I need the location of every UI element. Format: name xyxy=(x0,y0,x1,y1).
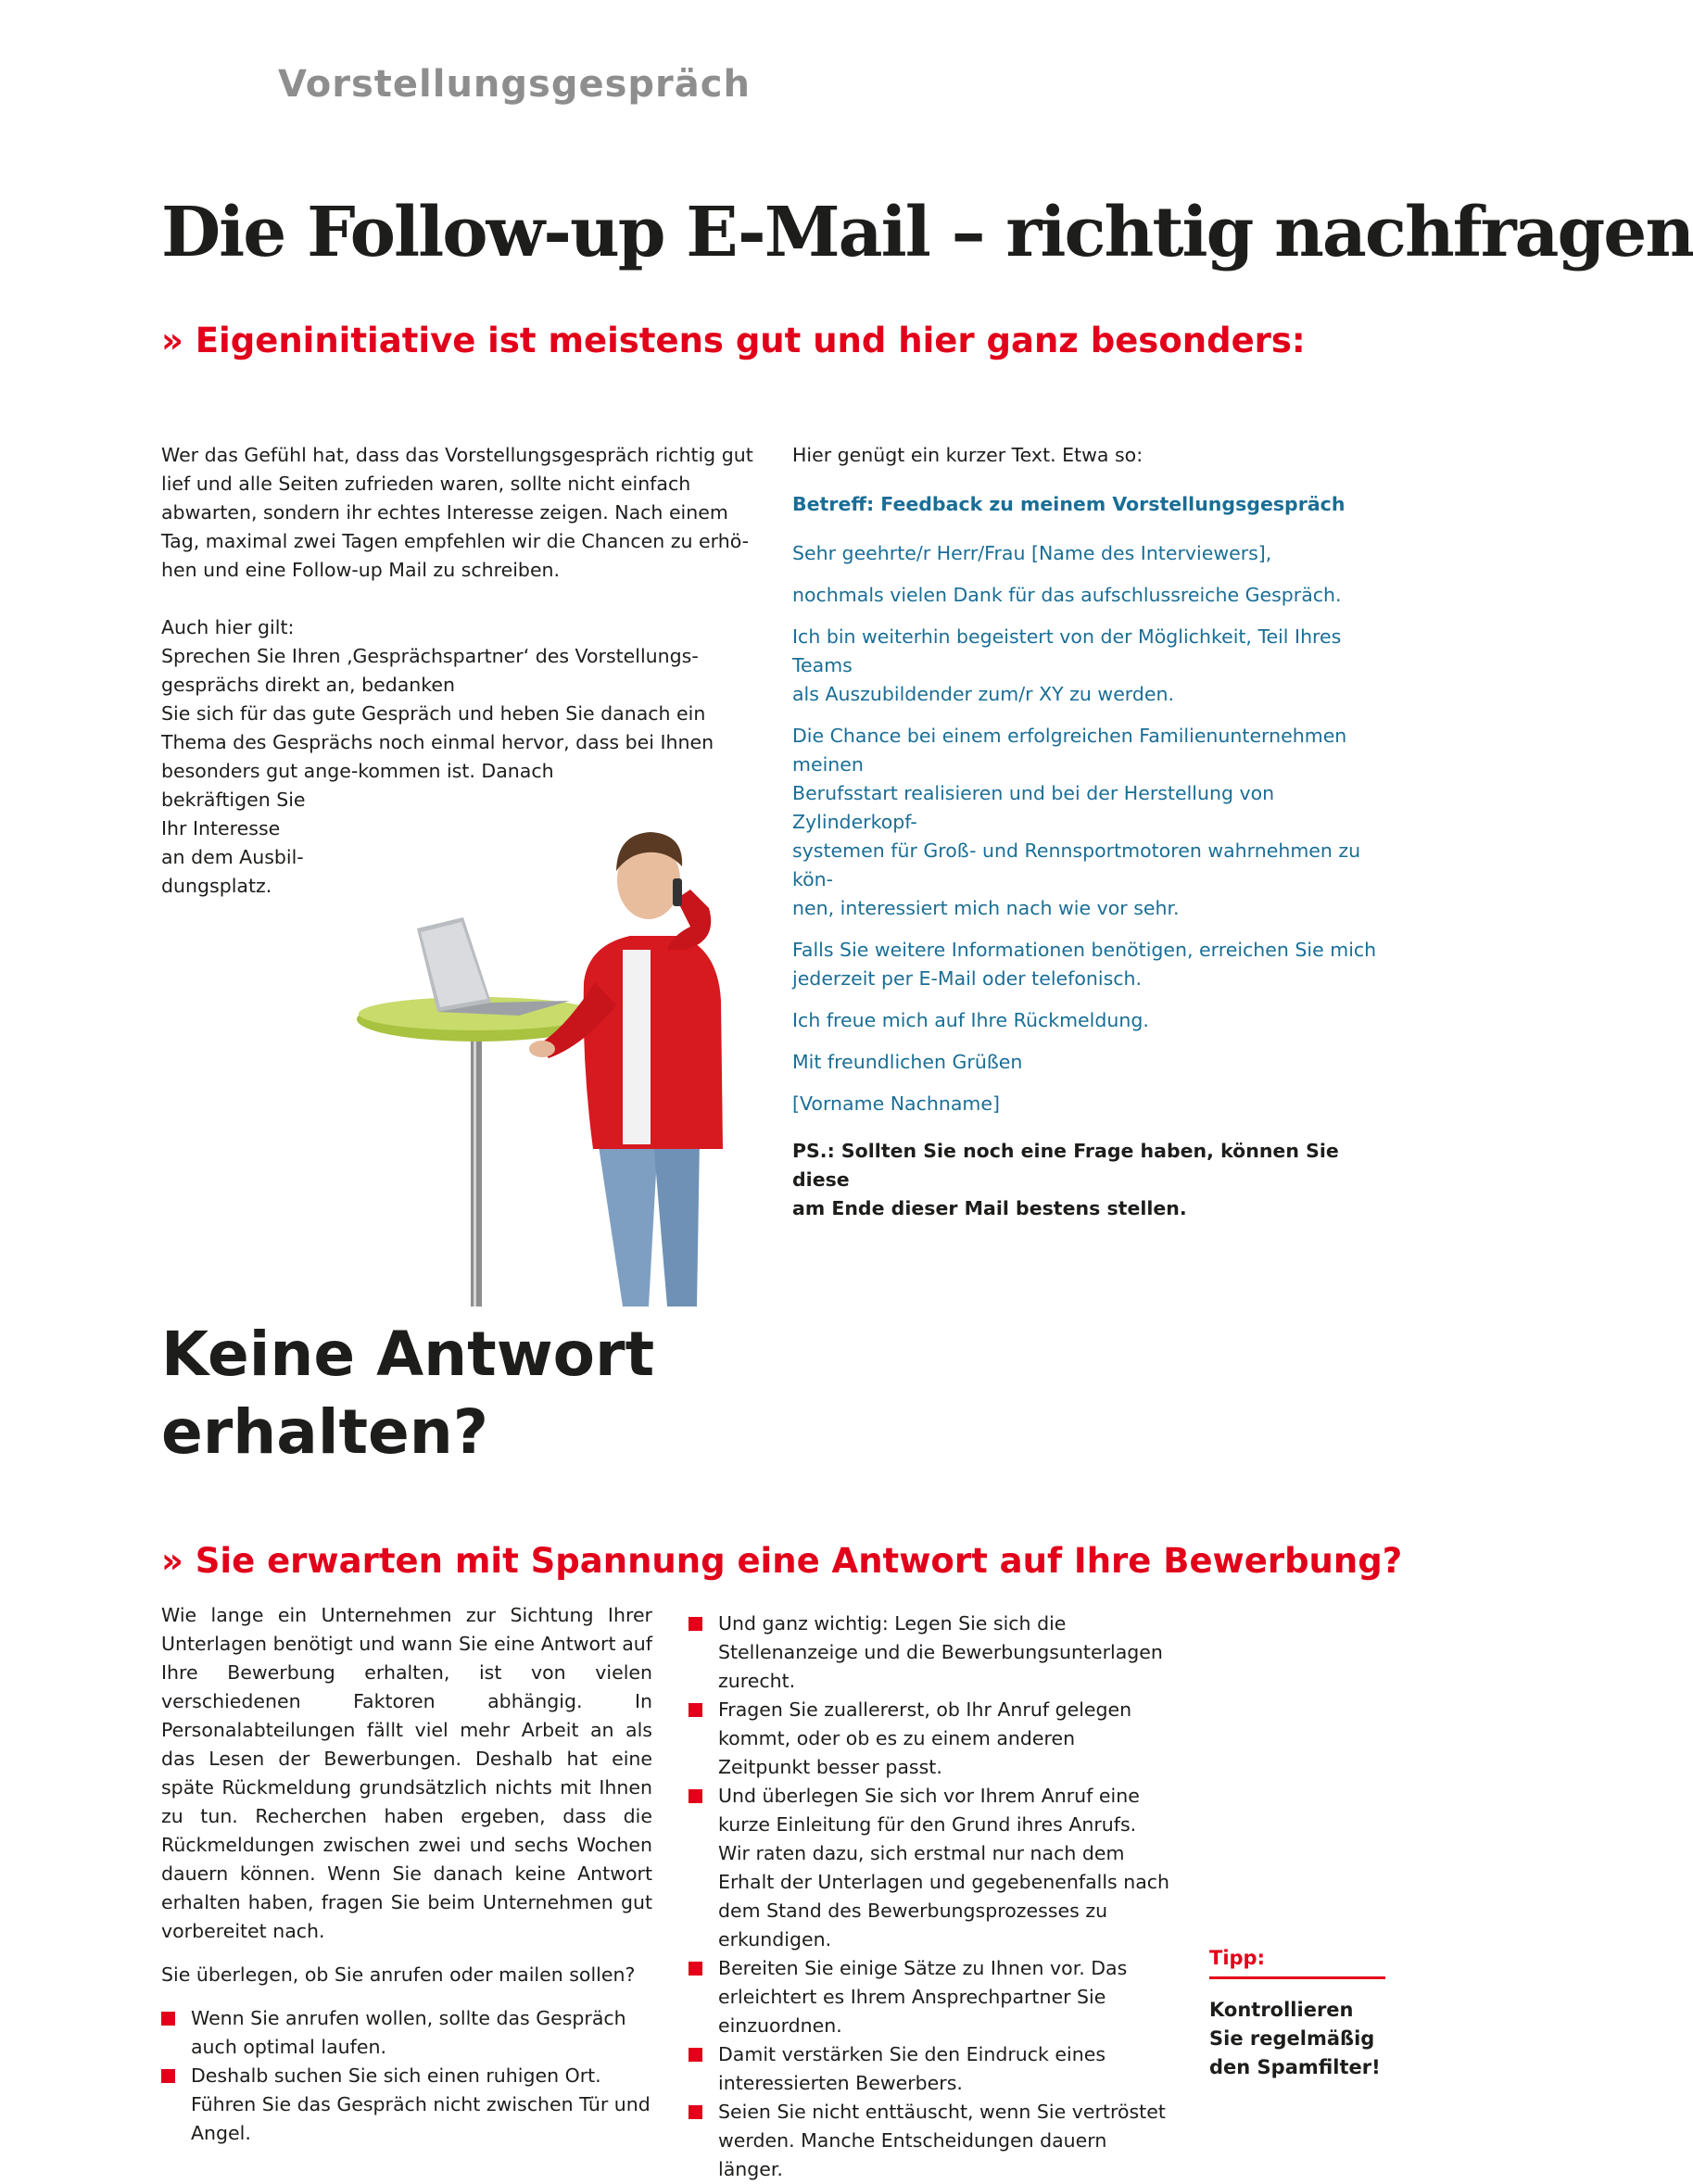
right-bullet-list xyxy=(689,1610,1170,2184)
page-title: Die Follow-up E-Mail – richtig nachfragen xyxy=(161,193,1693,272)
section-kicker: Vorstellungsgespräch xyxy=(278,63,751,106)
left-bullet-list xyxy=(161,2004,652,2148)
email-closing: Mit freundlichen Grüßen xyxy=(792,1051,1023,1073)
text-line: als Auszubildender zum/r XY zu werden. xyxy=(792,683,1175,705)
tip-box xyxy=(1209,1947,1385,2082)
email-ps xyxy=(792,1137,1395,1223)
section-heading-keine-antwort xyxy=(161,1316,654,1471)
email-paragraph xyxy=(792,722,1395,923)
text-line: Falls Sie weitere Informationen benötigen, erreichen Sie mich xyxy=(792,939,1377,961)
list-item: Und überlegen Sie sich vor Ihrem Anruf eine kurze Einleitung für den Grund ihres Anrufs. Wir raten dazu, sich erstmal nur nach dem Erhalt der Unterlagen und gegebenenfalls nach dem Stand des Bewerbungsprozesses zu erkundigen. xyxy=(689,1782,1170,1954)
applicant-phone-illustration xyxy=(352,751,769,1307)
list-item: Und ganz wichtig: Legen Sie sich die Stellenanzeige und die Bewerbungsunterlagen zurecht. xyxy=(689,1610,1170,1696)
phone xyxy=(673,878,682,906)
heading-line: Keine Antwort xyxy=(161,1319,655,1390)
email-line: Ich freue mich auf Ihre Rückmeldung. xyxy=(792,1009,1149,1031)
text-line: bekräftigen Sie xyxy=(161,789,306,811)
email-signature: [Vorname Nachname] xyxy=(792,1092,1000,1115)
list-item: Fragen Sie zuallererst, ob Ihr Anruf gelegen kommt, oder ob es zu einem anderen Zeitpunkt besser passt. xyxy=(689,1696,1170,1782)
list-item: Wenn Sie anrufen wollen, sollte das Gespräch auch optimal laufen. xyxy=(161,2004,652,2062)
text-line: Sie sich für das gute Gespräch und heben Sie danach ein xyxy=(161,702,706,725)
text-line: Auch hier gilt: xyxy=(161,616,295,638)
text-line: Ihr Interesse xyxy=(161,817,281,840)
text-line: systemen für Groß- und Rennsportmotoren wahrnehmen zu kön- xyxy=(792,840,1361,890)
email-subject: Betreff: Feedback zu meinem Vorstellungsgespräch xyxy=(792,493,1346,515)
intro-paragraph-1 xyxy=(161,441,754,585)
list-item: Bereiten Sie einige Sätze zu Ihnen vor. Das erleichtert es Ihrem Ansprechpartner Sie einzuordnen. xyxy=(689,1954,1170,2040)
jeans xyxy=(598,1140,658,1307)
list-item: Deshalb suchen Sie sich einen ruhigen Ort. Führen Sie das Gespräch nicht zwischen Tür und Angel. xyxy=(161,2062,652,2148)
text-line: hen und eine Follow-up Mail zu schreiben. xyxy=(161,559,561,581)
text-line: PS.: Sollten Sie noch eine Frage haben, können Sie diese xyxy=(792,1140,1339,1191)
text-line: Tag, maximal zwei Tagen empfehlen wir die Chancen zu erhö- xyxy=(161,530,750,552)
text-line: an dem Ausbil- xyxy=(161,846,304,868)
email-paragraph xyxy=(792,623,1395,709)
text-line: nen, interessiert mich nach wie vor sehr. xyxy=(792,897,1180,919)
subtitle-antwort: » Sie erwarten mit Spannung eine Antwort auf Ihre Bewerbung? xyxy=(161,1541,1403,1581)
tip-label: Tipp: xyxy=(1209,1947,1385,1979)
subtitle-eigeninitiative: » Eigeninitiative ist meistens gut und hier ganz besonders: xyxy=(161,321,1306,360)
section2-middle-column xyxy=(689,1610,1170,2184)
email-example xyxy=(792,441,1395,1236)
section2-left-column xyxy=(161,1601,652,2148)
email-paragraph xyxy=(792,936,1395,993)
text-line: Wer das Gefühl hat, dass das Vorstellungsgespräch richtig gut xyxy=(161,444,753,466)
email-greeting: Sehr geehrte/r Herr/Frau [Name des Interviewers], xyxy=(792,542,1272,564)
section2-question: Sie überlegen, ob Sie anrufen oder mailen sollen? xyxy=(161,1963,636,1986)
text-line: Berufsstart realisieren und bei der Herstellung von Zylinderkopf- xyxy=(792,782,1275,833)
text-line: lief und alle Seiten zufrieden waren, sollte nicht einfach xyxy=(161,473,691,495)
list-item: Seien Sie nicht enttäuscht, wenn Sie vertröstet werden. Manche Entscheidungen dauern länger. xyxy=(689,2098,1170,2184)
text-line: besonders gut ange-kommen ist. Danach xyxy=(161,760,554,782)
text-line: dungsplatz. xyxy=(161,875,272,897)
red-jacket xyxy=(584,936,723,1149)
text-line: jederzeit per E-Mail oder telefonisch. xyxy=(792,967,1143,990)
list-item: Damit verstärken Sie den Eindruck eines interessierten Bewerbers. xyxy=(689,2040,1170,2098)
text-line: abwarten, sondern ihr echtes Interesse zeigen. Nach einem xyxy=(161,501,728,524)
text-line: Die Chance bei einem erfolgreichen Familienunternehmen meinen xyxy=(792,725,1347,776)
text-line: Thema des Gesprächs noch einmal hervor, dass bei Ihnen xyxy=(161,731,714,753)
text-line: Sprechen Sie Ihren ‚Gesprächspartner‘ des Vorstellungs- xyxy=(161,645,699,667)
tip-text: Kontrollieren Sie regelmäßig den Spamfilter! xyxy=(1209,1999,1381,2078)
section2-body: Wie lange ein Unternehmen zur Sichtung Ihrer Unterlagen benötigt und wann Sie eine Antwort auf Ihre Bewerbung erhalten, ist von vielen verschiedenen Faktoren abhängig. In Personalabteilungen fällt viel mehr Arbeit an als das Lesen der Bewerbungen. Deshalb hat eine späte Rückmeldung grundsätzlich nichts mit Ihnen zu tun. Recherchen haben ergeben, dass die Rückmeldungen zwischen zwei und sechs Wochen dauern können. Wenn Sie danach keine Antwort erhalten haben, fragen Sie beim Unternehmen gut vorbereitet nach. xyxy=(161,1604,652,1942)
email-lead: Hier genügt ein kurzer Text. Etwa so: xyxy=(792,444,1143,466)
text-line: Ich bin weiterhin begeistert von der Möglichkeit, Teil Ihres Teams xyxy=(792,625,1342,676)
text-line: gesprächs direkt an, bedanken xyxy=(161,674,456,696)
text-line: am Ende dieser Mail bestens stellen. xyxy=(792,1197,1187,1219)
email-line: nochmals vielen Dank für das aufschlussreiche Gespräch. xyxy=(792,584,1342,606)
heading-line: erhalten? xyxy=(161,1396,489,1468)
